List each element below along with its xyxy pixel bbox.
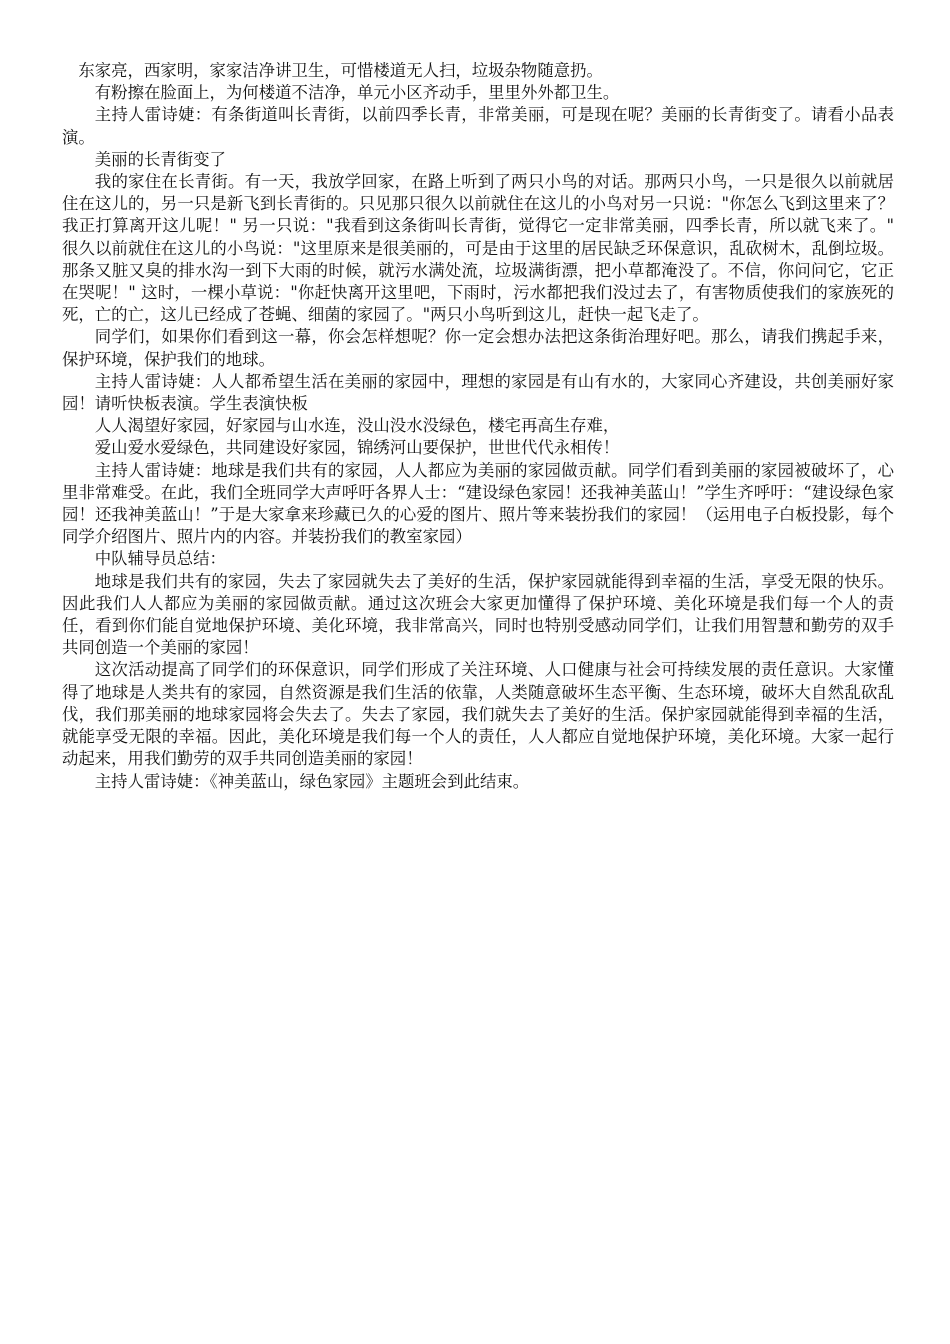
- paragraph-skit-story: 我的家住在长青街。有一天，我放学回家，在路上听到了两只小鸟的对话。那两只小鸟，一只是很久以前就居住在这儿的，另一只是新飞到长青街的。只见那只很久以前就住在这儿的小鸟对另一只说："你怎么飞到这里来了？我正打算离开这儿呢！" 另一只说："我看到这条街叫长青街，觉得它一定非常美丽，四季长青，所以就飞来了。" 很久以前就住在这儿的小鸟说："这里原来是很美丽的，可是由于这里的居民缺乏环保意识，乱砍树木，乱倒垃圾。那条又脏又臭的排水沟一到下大雨的时候，就污水满处流，垃圾满街漂，把小草都淹没了。不信，你问问它，它正在哭呢！" 这时，一棵小草说："你赶快离开这里吧，下雨时，污水都把我们没过去了，有害物质使我们的家族死的死，亡的亡，这儿已经成了苍蝇、细菌的家园了。"两只小鸟听到这儿，赶快一起飞走了。: [62, 172, 894, 325]
- paragraph-poem-line-1: 东家亮，西家明，家家洁净讲卫生，可惜楼道无人扫，垃圾杂物随意扔。: [78, 61, 603, 80]
- paragraph-activity-reflection: 这次活动提高了同学们的环保意识，同学们形成了关注环境、人口健康与社会可持续发展的责任意识。大家懂得了地球是人类共有的家园，自然资源是我们生活的依靠，人类随意破坏生态平衡、生态环境，破坏大自然乱砍乱伐，我们那美丽的地球家园将会失去了。失去了家园，我们就失去了美好的生活。保护家园就能得到幸福的生活，就能享受无限的幸福。因此，美化环境是我们每一个人的责任，人人都应自觉地保护环境，美化环境。大家一起行动起来，用我们勤劳的双手共同创造美丽的家园！: [62, 660, 894, 769]
- document-body: [62, 60, 894, 793]
- paragraph-poem-line-2: 有粉擦在脸面上，为何楼道不洁净，单元小区齐动手，里里外外都卫生。: [94, 83, 620, 103]
- paragraph-counselor-summary: 地球是我们共有的家园，失去了家园就失去了美好的生活，保护家园就能得到幸福的生活，享受无限的快乐。因此我们人人都应为美丽的家园做贡献。通过这次班会大家更加懂得了保护环境、美化环境是我们每一个人的责任，看到你们能自觉地保护环境、美化环境，我非常高兴，同时也特别受感动同学们，让我们用智慧和勤劳的双手共同创造一个美丽的家园！: [62, 571, 894, 658]
- paragraph-counselor-heading: 中队辅导员总结：: [94, 549, 226, 569]
- paragraph-call-to-action: 同学们，如果你们看到这一幕，你会怎样想呢？你一定会想办法把这条街治理好吧。那么，请我们携起手来，保护环境，保护我们的地球。: [62, 327, 894, 369]
- paragraph-skit-title: 美丽的长青街变了: [94, 149, 226, 169]
- paragraph-kuaiban-line-1: 人人渴望好家园，好家园与山水连，没山没水没绿色，楼宅再高生存难，: [94, 416, 620, 436]
- paragraph-host-intro-skit: 主持人雷诗婕：有条街道叫长青街，以前四季长青，非常美丽，可是现在呢？美丽的长青街变了。请看小品表演。: [62, 105, 894, 147]
- paragraph-kuaiban-line-2: 爱山爱水爱绿色，共同建设好家园，锦绣河山要保护，世世代代永相传！: [94, 438, 620, 458]
- paragraph-host-intro-kuaiban: 主持人雷诗婕：人人都希望生活在美丽的家园中，理想的家园是有山有水的，大家同心齐建设，共创美丽好家园！请听快板表演。学生表演快板: [62, 371, 894, 414]
- paragraph-host-appeal: 主持人雷诗婕：地球是我们共有的家园，人人都应为美丽的家园做贡献。同学们看到美丽的家园被破坏了，心里非常难受。在此，我们全班同学大声呼吁各界人士：“建设绿色家园！还我神美蓝山！”学生齐呼吁：“建设绿色家园！还我神美蓝山！”于是大家拿来珍藏已久的心爱的图片、照片等来装扮我们的家园！（运用电子白板投影，每个同学介绍图片、照片内的内容。并装扮我们的教室家园）: [62, 460, 894, 547]
- paragraph-closing: 主持人雷诗婕：《神美蓝山，绿色家园》主题班会到此结束。: [94, 771, 530, 791]
